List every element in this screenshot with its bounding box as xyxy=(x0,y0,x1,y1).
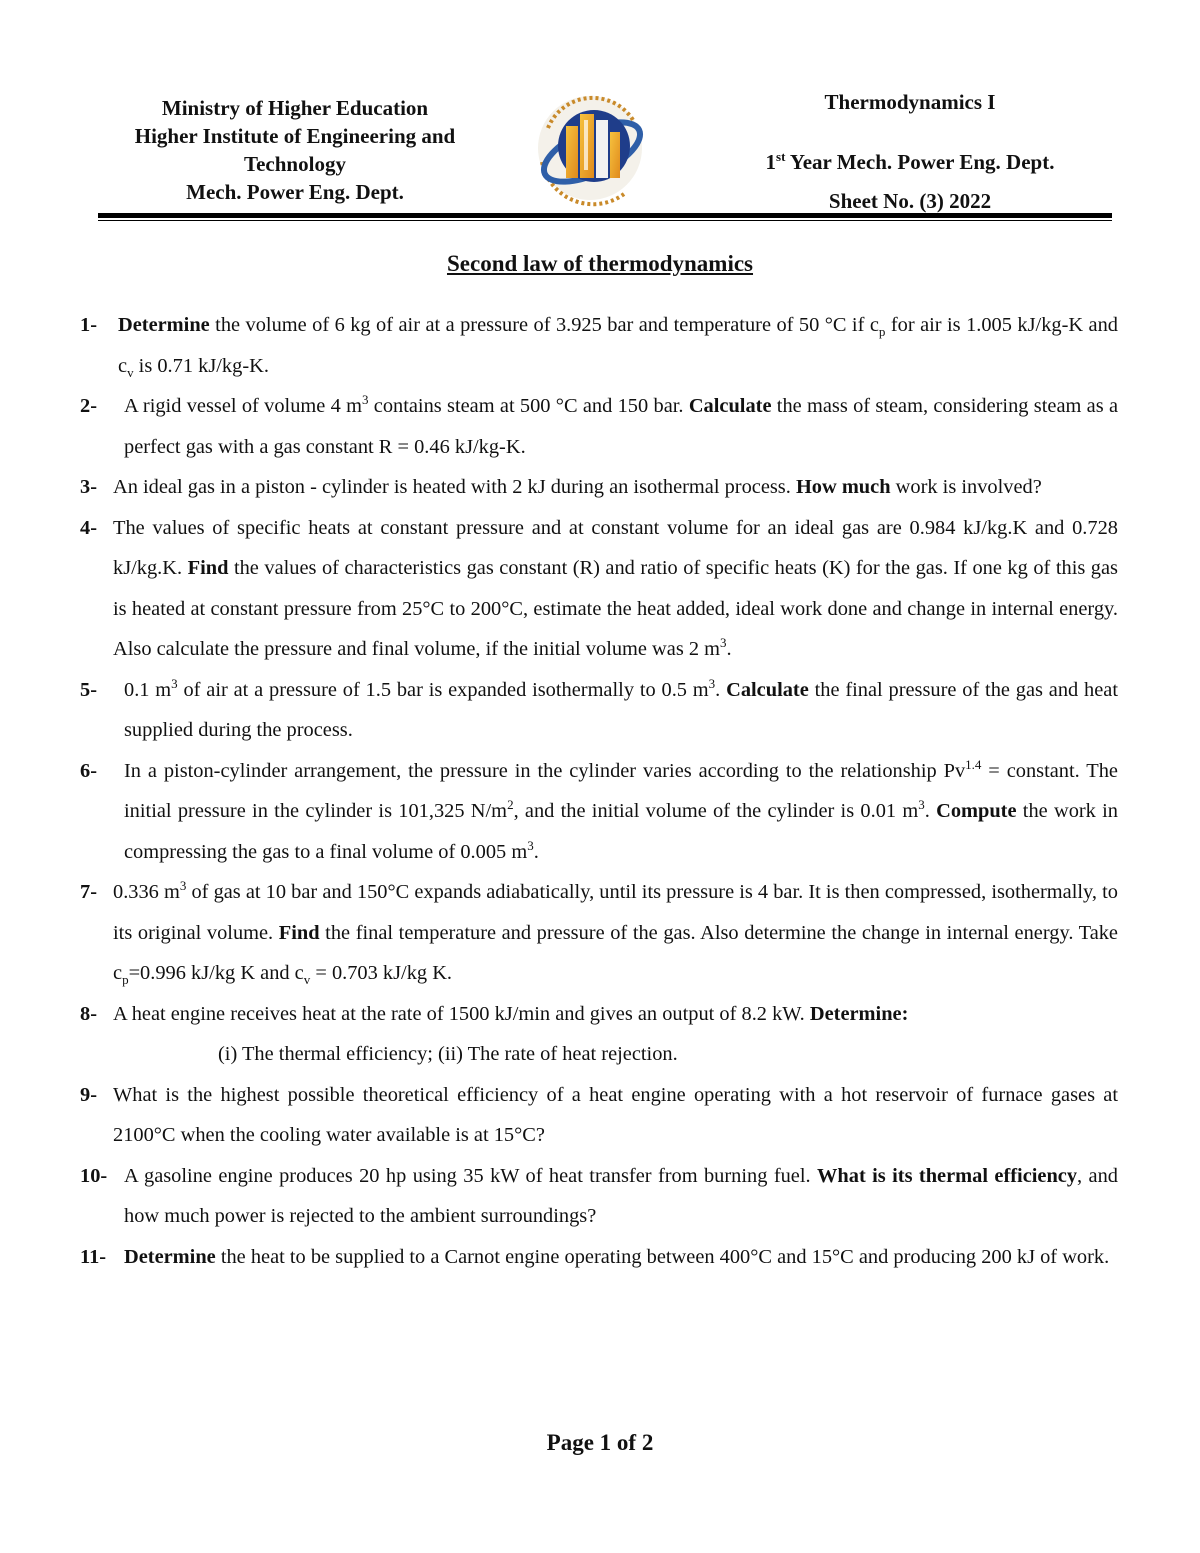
header-divider-thick xyxy=(98,213,1112,218)
question-9 xyxy=(80,1075,1118,1156)
question-number: 8- xyxy=(80,1002,97,1025)
superscript: 3 xyxy=(527,837,534,853)
question-text xyxy=(80,467,1118,508)
question-subparts: (i) The thermal efficiency; (ii) The rate of heat rejection. xyxy=(218,1043,678,1065)
question-text-part: for air is 1.005 kJ/kg-K and c xyxy=(118,314,1118,377)
subscript: p xyxy=(878,324,886,340)
question-keyword: Compute xyxy=(936,800,1017,822)
question-number: 3- xyxy=(80,476,97,498)
subscript: v xyxy=(127,364,134,380)
year-suffix: st xyxy=(776,149,786,164)
superscript: 3 xyxy=(361,392,369,408)
course-name: Thermodynamics I xyxy=(824,90,996,114)
question-text xyxy=(80,994,1118,1035)
question-4 xyxy=(80,508,1118,670)
question-keyword: Determine xyxy=(118,314,210,336)
question-keyword: How much xyxy=(795,476,891,498)
question-list xyxy=(80,305,1118,1277)
question-text-part: the values of characteristics gas constant (R) and ratio of specific heats (K) for the gas. If one kg of this gas is heated at constant pressure from 25°C to 200°C, estimate the heat added, ideal work done and change in internal energy. Also calculate the pressure and final volume, if the initial volume was 2 m xyxy=(113,557,1118,660)
question-text-part: . xyxy=(715,678,727,701)
page-number: Page 1 of 2 xyxy=(546,1430,654,1455)
sheet-number: Sheet No. (3) 2022 xyxy=(828,189,992,213)
question-text-part: the final temperature and pressure of the gas. Also determine the change in internal energy. Take c xyxy=(113,921,1118,984)
question-keyword: What is its thermal efficiency xyxy=(817,1164,1078,1187)
question-7 xyxy=(80,872,1118,994)
question-keyword: Find xyxy=(278,921,320,944)
question-number: 7- xyxy=(80,881,97,903)
question-text-part: = constant. The initial pressure in the cylinder is 101,325 N/m xyxy=(124,759,1118,822)
question-number: 2- xyxy=(80,395,97,417)
question-text xyxy=(80,751,1118,873)
question-text-part: A heat engine receives heat at the rate of 1500 kJ/min and gives an output of 8.2 kW. xyxy=(113,1002,810,1025)
superscript: 1.4 xyxy=(965,756,982,772)
year-number: 1 xyxy=(765,150,777,174)
question-text-part: of air at a pressure of 1.5 bar is expanded isothermally to 0.5 m xyxy=(177,678,709,701)
question-text-part: contains steam at 500 °C and 150 bar. xyxy=(368,395,689,417)
question-3 xyxy=(80,467,1118,508)
question-text-part: . xyxy=(924,800,937,822)
question-text-part: . xyxy=(726,638,732,660)
question-text-part: the mass of steam, considering steam as a perfect gas with a gas constant R = 0.46 kJ/kg-K. xyxy=(124,395,1118,458)
question-text xyxy=(80,670,1118,751)
subscript: p xyxy=(122,972,129,988)
question-text-part: . xyxy=(533,840,539,863)
question-text xyxy=(80,305,1118,386)
question-11 xyxy=(80,1237,1118,1278)
question-text-part: work is involved? xyxy=(890,476,1042,498)
course-block xyxy=(760,88,1060,215)
question-keyword: Calculate xyxy=(726,678,809,701)
page-title: Second law of thermodynamics xyxy=(446,251,754,276)
question-text xyxy=(80,1156,1118,1237)
question-10 xyxy=(80,1156,1118,1237)
question-6 xyxy=(80,751,1118,873)
question-8 xyxy=(80,994,1118,1075)
question-1 xyxy=(80,305,1118,386)
question-text-part: is 0.71 kJ/kg-K. xyxy=(133,354,269,377)
question-text-part: = 0.703 kJ/kg K. xyxy=(310,962,453,984)
question-text-part: What is the highest possible theoretical efficiency of a heat engine operating with a hot reservoir of furnace gases at 2100°C when the cooling water available is at 15°C? xyxy=(113,1083,1118,1146)
question-number: 11- xyxy=(80,1245,107,1268)
question-text-part: of gas at 10 bar and 150°C expands adiabatically, until its pressure is 4 bar. It is then compressed, isothermally, to its original volume. xyxy=(113,881,1118,944)
superscript: 3 xyxy=(720,635,727,651)
question-text xyxy=(80,872,1118,994)
question-number: 9- xyxy=(80,1083,97,1106)
year-department-text: Year Mech. Power Eng. Dept. xyxy=(785,150,1055,174)
question-keyword: Determine xyxy=(124,1245,216,1268)
question-number: 6- xyxy=(80,759,97,782)
question-number: 4- xyxy=(80,516,97,539)
question-number: 10- xyxy=(80,1164,108,1187)
institute-logo-icon xyxy=(528,90,658,208)
question-text-part: the heat to be supplied to a Carnot engine operating between 400°C and 15°C and producing 200 kJ of work. xyxy=(215,1245,1110,1268)
question-text-part: the final pressure of the gas and heat supplied during the process. xyxy=(124,678,1119,741)
department-name: Mech. Power Eng. Dept. xyxy=(186,180,404,204)
question-text-part: the volume of 6 kg of air at a pressure of 3.925 bar and temperature of 50 °C if c xyxy=(209,314,879,336)
subscript: v xyxy=(303,972,311,988)
question-text-part: In a piston-cylinder arrangement, the pressure in the cylinder varies according to the relationship Pv xyxy=(124,759,966,782)
institution-block xyxy=(100,94,490,206)
question-keyword: Determine: xyxy=(809,1002,909,1025)
question-text-part: , and the initial volume of the cylinder is 0.01 m xyxy=(513,800,919,822)
superscript: 3 xyxy=(171,675,178,691)
superscript: 3 xyxy=(918,797,925,813)
superscript: 3 xyxy=(708,675,716,691)
question-text xyxy=(80,508,1118,670)
ministry-name: Ministry of Higher Education xyxy=(161,96,429,120)
question-number: 1- xyxy=(80,314,97,336)
question-text xyxy=(80,386,1118,467)
question-number: 5- xyxy=(80,678,97,701)
question-text-part: 0.336 m xyxy=(113,881,180,903)
question-text-part: , and how much power is rejected to the ambient surroundings? xyxy=(124,1164,1118,1227)
question-text xyxy=(80,1237,1118,1278)
question-text-part: =0.996 kJ/kg K and c xyxy=(128,962,304,984)
question-text-part: the work in compressing the gas to a final volume of 0.005 m xyxy=(124,800,1118,863)
question-text-part: A gasoline engine produces 20 hp using 35 kW of heat transfer from burning fuel. xyxy=(124,1164,818,1187)
superscript: 2 xyxy=(507,797,514,813)
question-5 xyxy=(80,670,1118,751)
question-keyword: Find xyxy=(187,557,229,579)
year-department xyxy=(760,143,1060,174)
header-divider-thin xyxy=(98,220,1112,221)
question-text-part: A rigid vessel of volume 4 m xyxy=(124,395,362,417)
question-keyword: Calculate xyxy=(688,395,772,417)
question-2 xyxy=(80,386,1118,467)
superscript: 3 xyxy=(179,878,187,894)
question-text-part: An ideal gas in a piston - cylinder is heated with 2 kJ during an isothermal process. xyxy=(113,476,796,498)
question-text xyxy=(80,1075,1118,1156)
question-text-part: The values of specific heats at constant pressure and at constant volume for an ideal gas are 0.984 kJ/kg.K and 0.728 kJ/kg.K. xyxy=(113,516,1118,579)
institute-name: Higher Institute of Engineering and Technology xyxy=(134,124,456,176)
question-text-part: 0.1 m xyxy=(124,678,172,701)
